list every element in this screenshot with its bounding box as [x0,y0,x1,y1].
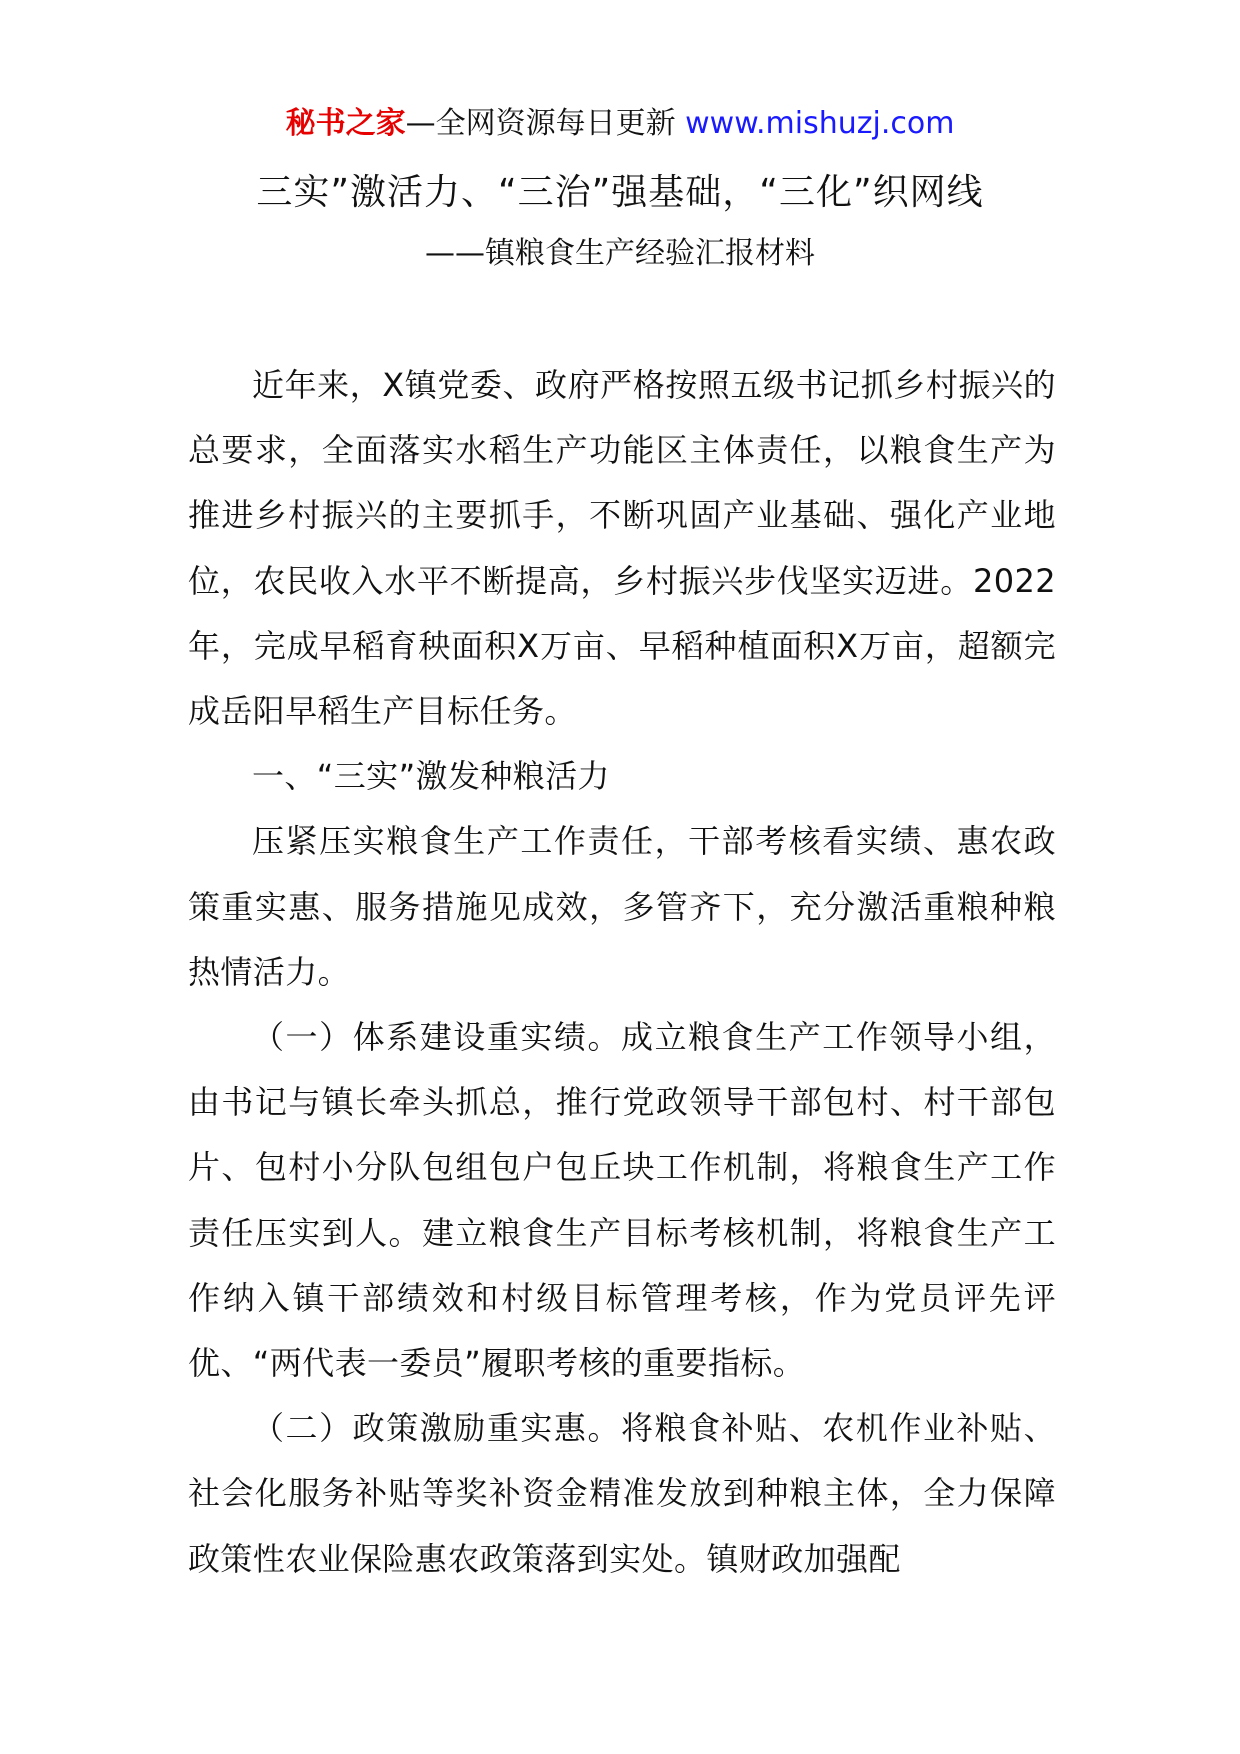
site-brand: 秘书之家 [285,106,406,141]
document-body [188,353,1056,1592]
site-url-link[interactable]: www.mishuzj.com [685,106,955,141]
site-tagline: —全网资源每日更新 [405,106,686,141]
site-header [0,104,1240,144]
document-title: 三实”激活力、“三治”强基础，“三化”织网线 [256,172,984,213]
subsection-paragraph: （一）体系建设重实绩。成立粮食生产工作领导小组，由书记与镇长牵头抓总，推行党政领导干部包村、村干部包片、包村小分队包组包户包丘块工作机制，将粮食生产工作责任压实到人。建立粮食生产目标考核机制，将粮食生产工作纳入镇干部绩效和村级目标管理考核，作为党员评先评优、“两代表一委员”履职考核的重要指标。 [188,1018,1056,1383]
section-summary-paragraph: 压紧压实粮食生产工作责任，干部考核看实绩、惠农政策重实惠、服务措施见成效，多管齐下，充分激活重粮种粮热情活力。 [188,822,1056,991]
section-heading: 一、“三实”激发种粮活力 [252,757,610,796]
document-subtitle: ——镇粮食生产经验汇报材料 [425,236,815,271]
intro-paragraph: 近年来，X镇党委、政府严格按照五级书记抓乡村振兴的总要求，全面落实水稻生产功能区主体责任，以粮食生产为推进乡村振兴的主要抓手，不断巩固产业基础、强化产业地位，农民收入水平不断提高，乡村振兴步伐坚实迈进。2022年，完成早稻育秧面积X万亩、早稻种植面积X万亩，超额完成岳阳早稻生产目标任务。 [188,366,1056,731]
subsection-paragraph: （二）政策激励重实惠。将粮食补贴、农机作业补贴、社会化服务补贴等奖补资金精准发放到种粮主体，全力保障政策性农业保险惠农政策落到实处。镇财政加强配 [188,1409,1056,1578]
